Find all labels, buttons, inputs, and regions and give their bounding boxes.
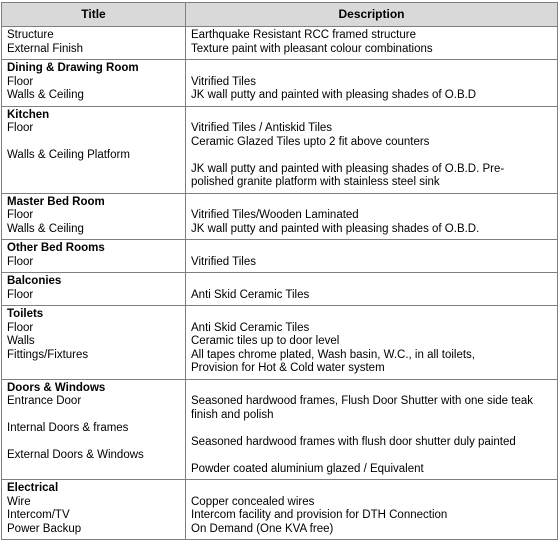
section-heading: Balconies [7, 275, 62, 287]
title-cell [2, 27, 186, 60]
item-label: External Finish [7, 42, 84, 55]
spacer [191, 308, 552, 322]
table-row [2, 480, 558, 540]
title-cell [2, 193, 186, 240]
description-cell [186, 306, 558, 380]
item-label: Internal Doors & frames [7, 422, 129, 434]
table-header-row [2, 3, 558, 27]
item-description: Ceramic Glazed Tiles upto 2 fit above counters [191, 135, 430, 148]
item-description: Copper concealed wires [191, 495, 315, 508]
item-label [7, 436, 180, 450]
description-column-header: Description [186, 3, 558, 27]
spacer [191, 382, 552, 396]
item-description: Earthquake Resistant RCC framed structure [191, 29, 416, 41]
table-row [2, 106, 558, 193]
item-label: Floor [7, 321, 34, 334]
item-description: All tapes chrome plated, Wash basin, W.C., in all toilets, [191, 348, 476, 361]
item-description: JK wall putty and painted with pleasing shades of O.B.D. [191, 222, 480, 235]
item-label: Floor [7, 75, 34, 88]
title-cell [2, 379, 186, 480]
section-heading: Master Bed Room [7, 195, 105, 208]
description-cell [186, 273, 558, 306]
item-description: Ceramic tiles up to door level [191, 335, 340, 347]
table-row [2, 306, 558, 380]
section-heading: Electrical [7, 482, 59, 494]
item-description: Vitrified Tiles [191, 255, 256, 268]
description-cell [186, 27, 558, 60]
description-cell [186, 106, 558, 193]
spacer [191, 242, 552, 256]
item-label: Floor [7, 288, 34, 301]
item-description [191, 449, 552, 463]
section-heading: Dining & Drawing Room [7, 62, 139, 74]
title-cell [2, 240, 186, 273]
title-cell [2, 306, 186, 380]
table-row [2, 379, 558, 480]
table-row [2, 193, 558, 240]
table-row [2, 60, 558, 107]
item-description [191, 422, 552, 436]
section-heading: Doors & Windows [7, 381, 106, 394]
description-cell [186, 480, 558, 540]
title-cell [2, 106, 186, 193]
item-description: Provision for Hot & Cold water system [191, 362, 385, 374]
description-cell [186, 379, 558, 480]
item-label: Intercom/TV [7, 509, 70, 521]
table-row [2, 27, 558, 60]
item-label: Structure [7, 29, 54, 41]
spacer [191, 275, 552, 289]
table-row [2, 273, 558, 306]
description-cell [186, 193, 558, 240]
table-body [2, 27, 558, 540]
section-heading: Other Bed Rooms [7, 242, 105, 254]
section-heading: Kitchen [7, 108, 50, 121]
item-description: Intercom facility and provision for DTH Connection [191, 509, 448, 521]
item-label: Wire [7, 495, 31, 508]
title-cell [2, 60, 186, 107]
item-label: Walls & Ceiling [7, 89, 84, 101]
item-label: Floor [7, 209, 34, 221]
spacer [191, 196, 552, 210]
item-description: Vitrified Tiles / Antiskid Tiles [191, 122, 333, 134]
item-label: Fittings/Fixtures [7, 348, 89, 361]
item-label: Walls [7, 335, 35, 347]
title-cell [2, 273, 186, 306]
item-label: Walls & Ceiling [7, 222, 84, 235]
item-description: Texture paint with pleasant colour combinations [191, 42, 433, 55]
item-label [7, 409, 180, 423]
item-description: JK wall putty and painted with pleasing shades of O.B.D [191, 89, 477, 101]
spacer [191, 62, 552, 76]
section-heading: Toilets [7, 308, 44, 320]
description-cell [186, 240, 558, 273]
item-description: Powder coated aluminium glazed / Equivalent [191, 462, 424, 475]
item-description: Seasoned hardwood frames, Flush Door Shutter with one side teak [191, 395, 533, 407]
item-description: Vitrified Tiles [191, 75, 256, 88]
title-cell [2, 480, 186, 540]
item-label: Floor [7, 122, 34, 134]
specifications-table [1, 2, 558, 540]
item-description: Seasoned hardwood frames with flush door shutter duly painted [191, 435, 516, 448]
spacer [191, 482, 552, 496]
item-description: polished granite platform with stainless steel sink [191, 176, 440, 188]
item-label: Walls & Ceiling Platform [7, 149, 130, 161]
table-row [2, 240, 558, 273]
item-description: finish and polish [191, 408, 274, 421]
item-description: Anti Skid Ceramic Tiles [191, 321, 310, 334]
title-column-header: Title [2, 3, 186, 27]
item-label: External Doors & Windows [7, 449, 144, 461]
item-label: Power Backup [7, 522, 82, 535]
item-description: On Demand (One KVA free) [191, 522, 334, 535]
description-cell [186, 60, 558, 107]
item-label: Floor [7, 255, 34, 268]
spacer [191, 109, 552, 123]
item-label: Entrance Door [7, 395, 82, 407]
item-description: JK wall putty and painted with pleasing shades of O.B.D. Pre- [191, 162, 505, 175]
item-description: Anti Skid Ceramic Tiles [191, 288, 310, 301]
item-description: Vitrified Tiles/Wooden Laminated [191, 209, 359, 221]
item-description [191, 149, 552, 163]
item-label [7, 136, 180, 150]
